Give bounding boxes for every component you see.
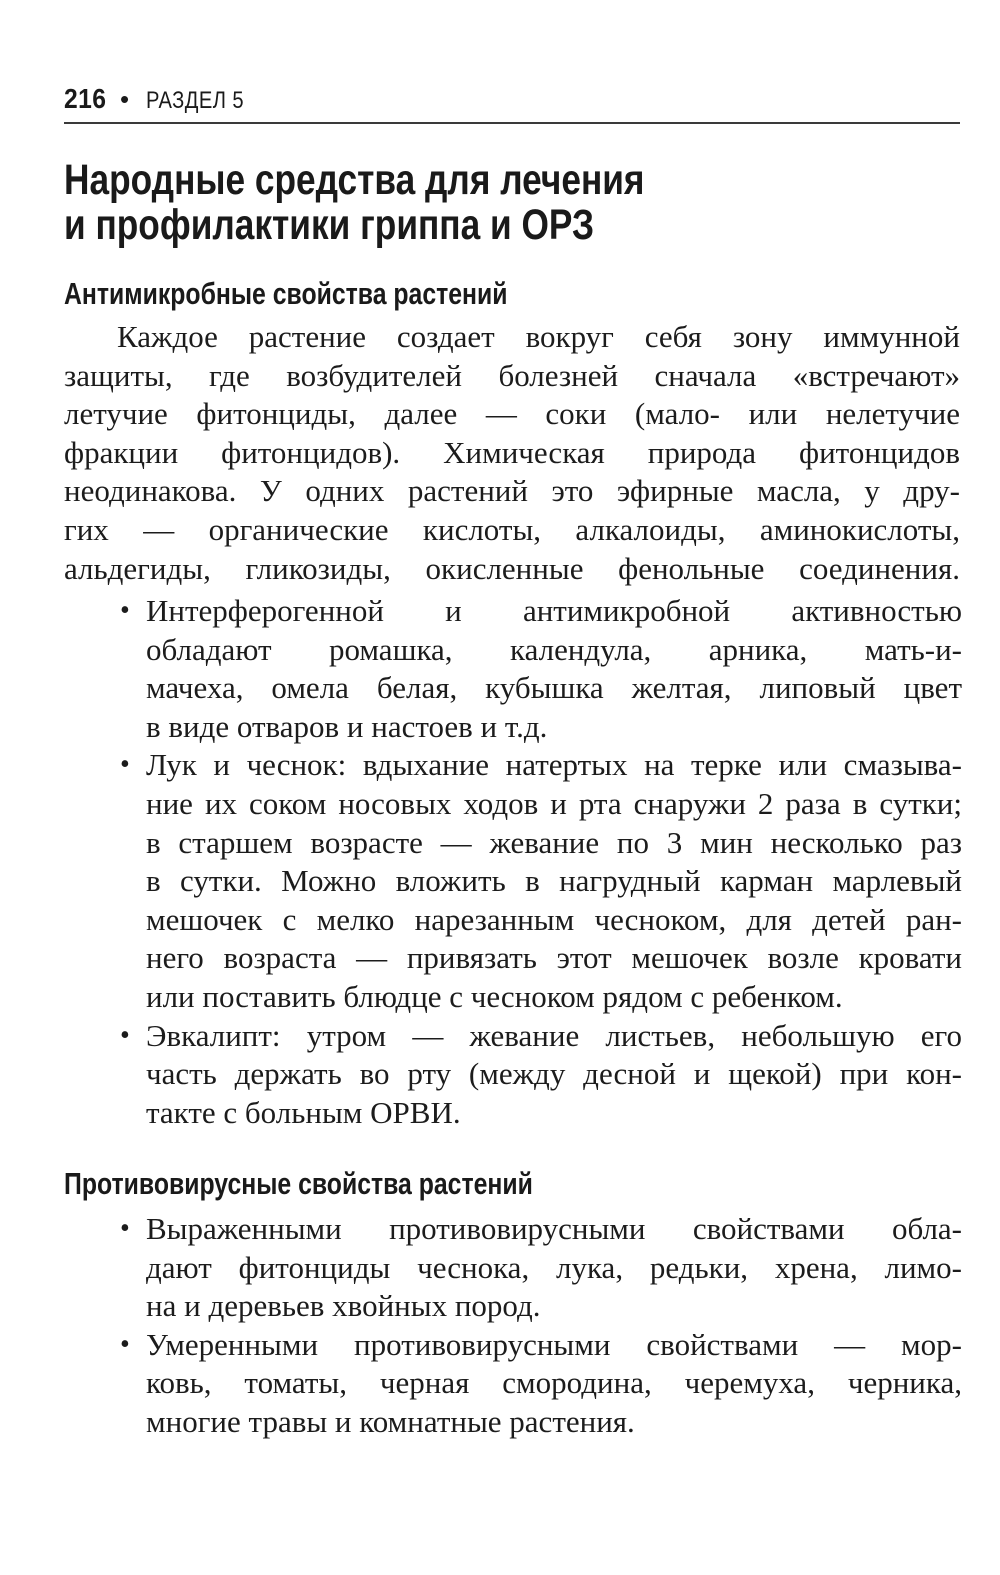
intro-paragraph bbox=[64, 318, 960, 588]
list-item-line: Умеренными противовирусными свойствами — мор- bbox=[146, 1326, 962, 1362]
list-item bbox=[118, 1326, 962, 1442]
list-item-line: в виде отваров и настоев и т.д. bbox=[146, 708, 548, 744]
chapter-title bbox=[64, 158, 802, 248]
list-item-line: Эвкалипт: утром — жевание листьев, небольшую его bbox=[146, 1017, 962, 1053]
list-item-line: часть держать во рту (между десной и щекой) при кон- bbox=[146, 1056, 962, 1092]
list-item-line: ковь, томаты, черная смородина, черемуха, черника, bbox=[146, 1365, 962, 1401]
list-item-line: Интерферогенной и антимикробной активностью bbox=[146, 593, 962, 628]
list-item-line: Выраженными противовирусными свойствами обла- bbox=[146, 1211, 962, 1246]
list-item-line: него возраста — привязать этот мешочек возле кровати bbox=[146, 940, 962, 976]
list-item-line: в сутки. Можно вложить в нагрудный карман марлевый bbox=[146, 863, 962, 899]
chapter-title-line-2: и профилактики гриппа и ОРЗ bbox=[64, 201, 595, 249]
bullet-icon: • bbox=[120, 749, 130, 781]
list-item-line: в старшем возрасте — жевание по 3 мин несколько раз bbox=[146, 824, 962, 860]
antiviral-bullet-list bbox=[118, 1210, 962, 1442]
paragraph-line: фракции фитонцидов). Химическая природа фитонцидов bbox=[64, 434, 960, 470]
list-item-line: или поставить блюдце с чесноком рядом с ребенком. bbox=[146, 978, 843, 1014]
paragraph-line: защиты, где возбудителей болезней сначала «встречают» bbox=[64, 357, 960, 393]
paragraph-line: Каждое растение создает вокруг себя зону иммунной bbox=[117, 319, 960, 354]
section-heading-antiviral: Противовирусные свойства растений bbox=[64, 1166, 533, 1201]
list-item-line: Лук и чеснок: вдыхание натертых на терке или смазыва- bbox=[146, 747, 962, 783]
paragraph-line: неодинакова. У одних растений это эфирные масла, у дру- bbox=[64, 473, 960, 509]
bullet-icon: • bbox=[120, 1213, 130, 1244]
bullet-icon: • bbox=[120, 1328, 130, 1360]
list-item-line: мешочек с мелко нарезанным чесноком, для детей ран- bbox=[146, 901, 962, 937]
header-bullet: • bbox=[120, 84, 130, 114]
list-item-line: многие травы и комнатные растения. bbox=[146, 1403, 635, 1439]
list-item bbox=[118, 1017, 962, 1133]
list-item bbox=[118, 1210, 962, 1326]
list-item bbox=[118, 592, 962, 746]
paragraph-line: альдегиды, гликозиды, окисленные фенольные соединения. bbox=[64, 550, 960, 586]
list-item bbox=[118, 746, 962, 1016]
page-number: 216 bbox=[64, 83, 107, 114]
bullet-icon: • bbox=[120, 1019, 130, 1051]
section-label: РАЗДЕЛ 5 bbox=[146, 87, 245, 114]
section-heading-antimicrobial: Антимикробные свойства растений bbox=[64, 276, 508, 311]
paragraph-line: гих — органические кислоты, алкалоиды, аминокислоты, bbox=[64, 511, 960, 547]
running-header bbox=[64, 82, 960, 124]
list-item-line: на и деревьев хвойных пород. bbox=[146, 1288, 541, 1324]
list-item-line: обладают ромашка, календула, арника, мать-и- bbox=[146, 631, 962, 667]
bullet-icon: • bbox=[120, 595, 130, 626]
antimicrobial-bullet-list bbox=[118, 592, 962, 1132]
list-item-line: такте с больным ОРВИ. bbox=[146, 1094, 461, 1130]
list-item-line: дают фитонциды чеснока, лука, редьки, хрена, лимо- bbox=[146, 1249, 962, 1285]
list-item-line: мачеха, омела белая, кубышка желтая, липовый цвет bbox=[146, 670, 962, 706]
chapter-title-line-1: Народные средства для лечения bbox=[64, 156, 645, 204]
paragraph-line: летучие фитонциды, далее — соки (мало- или нелетучие bbox=[64, 396, 960, 432]
list-item-line: ние их соком носовых ходов и рта снаружи 2 раза в сутки; bbox=[146, 785, 962, 821]
